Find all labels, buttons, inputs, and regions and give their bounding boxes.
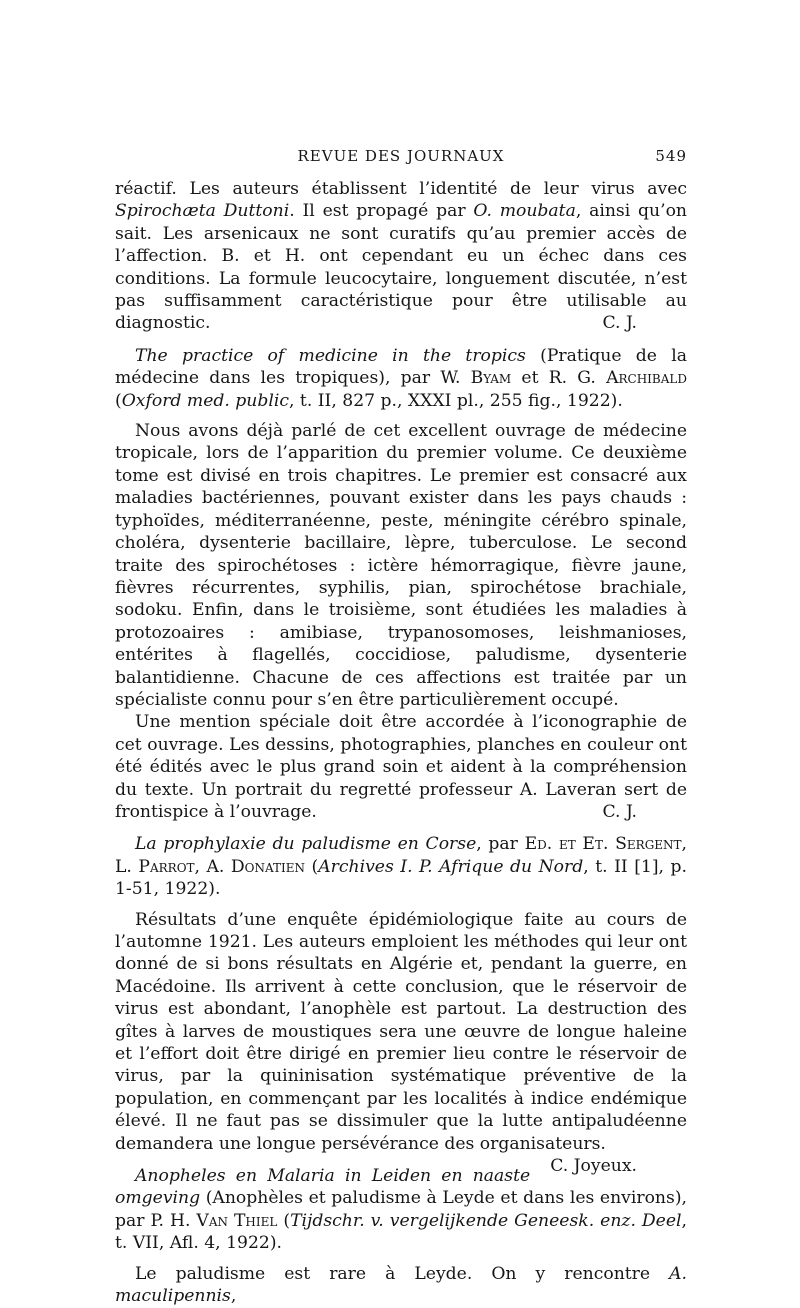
review-reference	[115, 833, 687, 900]
review-reference	[115, 1165, 687, 1255]
running-header	[115, 147, 687, 171]
journal-name: Tijdschr. v. vergelijkende Geneesk. enz. Deel	[290, 1210, 682, 1231]
continuation-text-c: , ainsi qu’on sait. Les arsenicaux ne sont curatifs qu’au premier accès de l’affection. B. et H. ont cependant eu un échec dans ces conditions. La formule leucocytaire, longuement discutée, n’est pas suffisamment caractéristique pour être utilisable au diagnostic.	[115, 201, 687, 334]
paren-open: (	[305, 856, 319, 877]
author-name: P. H. Van Thiel	[150, 1210, 278, 1231]
reviewer-signature: C. J.	[602, 801, 637, 822]
review-title: La prophylaxie du paludisme en Corse	[135, 834, 477, 855]
publication-details: , t. VII, Afl. 4, 1922).	[115, 1210, 687, 1254]
paragraph-text: Résultats d’une enquête épidémiologique faite au cours de l’automne 1921. Les auteurs emploient les méthodes qui leur ont donné de si bons résultats en Algérie et, pendant la guerre, en Macédoine. Ils arrivent à cette conclusion, que le réservoir de virus est abondant, l’anophèle est partout. La destruction des gîtes à larves de moustiques sera une œuvre de longue haleine et l’effort doit être dirigé en premier lieu contre le réservoir de virus, par la quininisation systématique préventive de la population, en commençant par les localités à indice endémique élevé. Il ne faut pas se dissimuler que la lutte antipaludéenne demandera une longue persévérance des organisateurs.	[115, 909, 687, 1154]
review-paragraph	[115, 1263, 687, 1308]
publication-details: , t. II, 827 p., XXXI pl., 255 fig., 1922).	[289, 390, 623, 411]
title-translation: (Anophèles et paludisme à Leyde et dans les environs), par	[115, 1188, 687, 1231]
author-name: R. G. Archibald	[548, 368, 687, 389]
publication-details: , t. II [1], p. 1-51, 1922).	[115, 856, 687, 900]
journal-name: Archives I. P. Afrique du Nord	[318, 856, 584, 877]
species-name: A. maculipennis	[115, 1263, 687, 1307]
species-name: Spirochæta Duttoni	[115, 201, 290, 222]
review-paragraph	[115, 711, 687, 823]
continuation-text-b: . Il est propagé par	[289, 201, 474, 222]
paren-open: (	[277, 1210, 291, 1231]
paragraph-text: Le paludisme est rare à Leyde. On y rencontre	[135, 1263, 670, 1284]
author-list: Ed. et Et. Sergent, L. Parrot, A. Donatien	[115, 834, 688, 877]
paragraph-end: ,	[230, 1286, 237, 1307]
reviewer-signature: C. Joyeux.	[550, 1156, 637, 1177]
publisher-name: Oxford med. public	[121, 390, 289, 411]
by-text: , par	[476, 834, 525, 855]
vector-name: O. moubata	[473, 201, 576, 222]
review-title: Anopheles en Malaria in Leiden en naaste omgeving	[115, 1166, 531, 1209]
title-translation: (Pratique de la médecine dans les tropiques), par	[115, 345, 687, 389]
page-number: 549	[655, 147, 687, 165]
paragraph-text: Une mention spéciale doit être accordée à l’iconographie de cet ouvrage. Les dessins, photographies, planches en couleur ont été édités avec le plus grand soin et aident à la compréhension du texte. Un portrait du regretté professeur A. Laveran sert de frontispice à l’ouvrage.	[115, 712, 687, 822]
review-reference	[115, 345, 687, 412]
page-body	[115, 178, 687, 1308]
reviewer-signature: C. J.	[602, 313, 637, 334]
journal-section-title: REVUE DES JOURNAUX	[297, 147, 505, 165]
author-name: W. Byam	[440, 368, 512, 389]
conjunction: et	[511, 368, 549, 389]
review-paragraph: Nous avons déjà parlé de cet excellent ouvrage de médecine tropicale, lors de l’apparition du premier volume. Ce deuxième tome est divisé en trois chapitres. Le premier est consacré aux maladies bactériennes, pouvant exister dans les pays chauds : typhoïdes, méditerranéenne, peste, méningite cérébro spinale, choléra, dysenterie bacillaire, lèpre, tuberculose. Le second traite des spirochétoses : ictère hémorragique, fièvre jaune, fièvres récurrentes, syphilis, pian, spirochétose brachiale, sodoku. Enfin, dans le troisième, sont étudiées les maladies à protozoaires : amibiase, trypanosomoses, leishmanioses, entérites à flagellés, coccidiose, paludisme, dysenterie balantidienne. Chacune de ces affections est traitée par un spécialiste connu pour s’en être particulièrement occupé.	[115, 421, 687, 710]
review-continuation	[115, 178, 687, 335]
review-title: The practice of medicine in the tropics	[135, 345, 526, 366]
review-paragraph	[115, 909, 687, 1177]
continuation-text-a: réactif. Les auteurs établissent l’identité de leur virus avec	[115, 179, 687, 199]
paren-open: (	[115, 390, 122, 411]
